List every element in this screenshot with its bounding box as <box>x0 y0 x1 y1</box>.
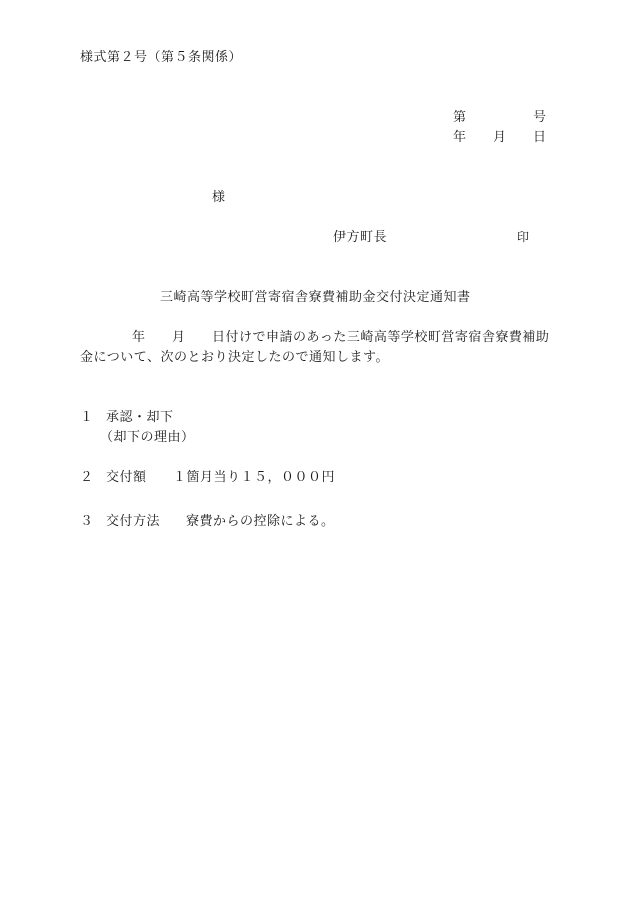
item-1-number: １ <box>80 410 94 425</box>
addressee-suffix: 様 <box>212 190 226 205</box>
form-label: 様式第２号（第５条関係） <box>80 50 243 65</box>
item-1-label: 承認・却下 <box>106 410 174 425</box>
document-title: 三崎高等学校町営寄宿舎寮費補助金交付決定通知書 <box>160 290 471 305</box>
doc-number-prefix: 第 <box>453 110 467 125</box>
item-2-value: １箇月当り１５，０００円 <box>173 470 336 485</box>
item-3-number: ３ <box>80 514 94 529</box>
issuer-title: 伊方町長 <box>333 230 388 245</box>
item-2-number: ２ <box>80 470 94 485</box>
seal-mark: 印 <box>517 230 530 244</box>
date-month: 月 <box>493 130 507 145</box>
item-3-label: 交付方法 <box>106 514 161 529</box>
body-line1: 日付けで申請のあった三崎高等学校町営寄宿舎寮費補助 <box>212 330 550 345</box>
doc-number-suffix: 号 <box>533 110 547 125</box>
date-year: 年 <box>453 130 467 145</box>
item-1-sub: （却下の理由） <box>100 430 195 445</box>
item-3-value: 寮費からの控除による。 <box>186 514 335 529</box>
item-2-label: 交付額 <box>106 470 147 485</box>
body-year: 年 <box>132 330 146 345</box>
date-day: 日 <box>533 130 547 145</box>
body-month: 月 <box>172 330 186 345</box>
body-line2: 金について、次のとおり決定したので通知します。 <box>80 350 389 365</box>
